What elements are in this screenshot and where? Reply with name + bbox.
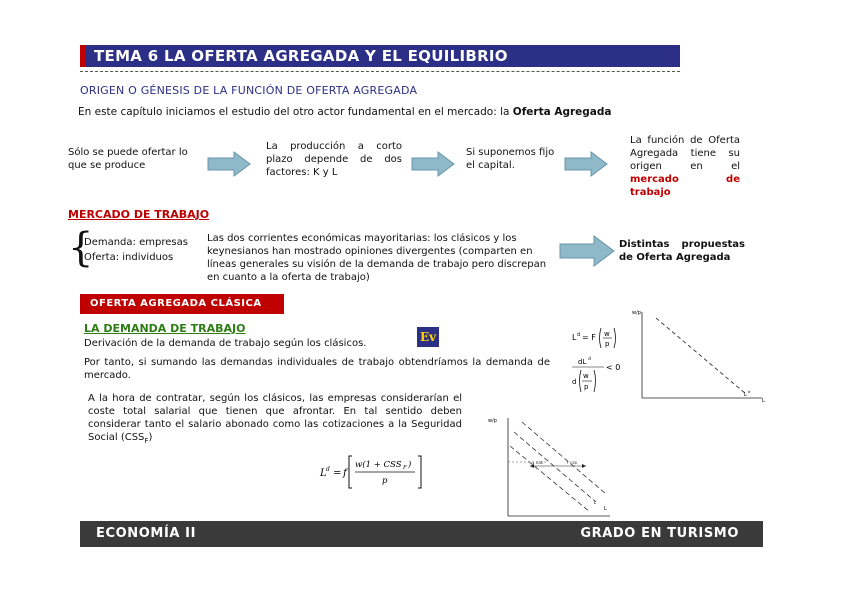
svg-text:d: d [572, 378, 577, 386]
flow-step-3: Si suponemos fijo el capital. [466, 147, 555, 171]
flow-step-4-highlight: mercado de trabajo [630, 174, 740, 198]
svg-text:w: w [583, 372, 589, 380]
intro-text [78, 106, 611, 118]
svg-text:d: d [748, 390, 751, 394]
svg-text:F: F [403, 465, 407, 471]
svg-text:w/p: w/p [488, 418, 497, 424]
svg-text:dL: dL [578, 358, 587, 366]
svg-text:L: L [320, 468, 327, 479]
classic-p3-text: A la hora de contratar, según los clásicos, las empresas considerarían el coste total salarial que tienen que afrontar. En tal sentido deben considerar tanto el salario abonado como las cotizaciones a la Seguridad Social (CSS [88, 393, 462, 443]
labour-market-body: Las dos corrientes económicas mayoritarias: los clásicos y los keynesianos han mostrado opiniones divergentes (comparten en líneas generales su visión de la demanda de trabajo pero discrepan en cuanto a la oferta de trabajo) [207, 233, 547, 283]
classic-p3-end: ) [148, 432, 153, 443]
labour-demand-shift-graph [486, 412, 614, 520]
labour-supply: Oferta: individuos [84, 252, 174, 263]
formula-labour-demand [568, 322, 628, 402]
section-box-classic: OFERTA AGREGADA CLÁSICA [80, 294, 284, 314]
svg-text:= F: = F [582, 333, 596, 342]
labour-demand-graph [628, 304, 768, 406]
arrow-right-icon [563, 150, 609, 178]
svg-text:L: L [604, 506, 607, 512]
ev-icon[interactable]: Ev [417, 327, 439, 347]
footer-degree: GRADO EN TURISMO [580, 526, 739, 541]
brace-icon: { [68, 225, 94, 271]
svg-text:d: d [588, 357, 591, 362]
flow-step-4 [630, 134, 740, 199]
arrow-right-icon [558, 234, 616, 268]
arrow-right-icon [206, 150, 252, 178]
labour-demand: Demanda: empresas [84, 237, 188, 248]
classic-p3 [88, 392, 462, 448]
intro-body: En este capítulo iniciamos el estudio del otro actor fundamental en el mercado: la [78, 106, 513, 118]
svg-text:w: w [604, 330, 610, 338]
svg-text:< 0: < 0 [606, 363, 621, 372]
demand-heading: LA DEMANDA DE TRABAJO [84, 322, 246, 335]
svg-text:p: p [605, 340, 610, 348]
svg-text:=: = [333, 468, 342, 479]
classic-p1: Derivación de la demanda de trabajo según los clásicos. [84, 338, 367, 349]
dashed-divider [80, 71, 680, 72]
svg-text:L: L [594, 500, 597, 505]
footer-course: ECONOMÍA II [96, 526, 197, 541]
svg-text:p: p [584, 383, 589, 391]
flow-step-2: La producción a corto plazo depende de dos factores: K y L [266, 141, 402, 178]
svg-text:d: d [577, 332, 581, 338]
svg-text:L: L [744, 392, 747, 398]
flow-step-1: Sólo se puede ofertar lo que se produce [68, 147, 188, 171]
svg-text:f: f [343, 468, 347, 479]
page-title: TEMA 6 LA OFERTA AGREGADA Y EL EQUILIBRIO MACROECONÓMICO [80, 45, 680, 67]
svg-text:d: d [326, 466, 330, 473]
svg-text:↑ CSS: ↑ CSS [566, 461, 577, 465]
section-subtitle: ORIGEN O GÉNESIS DE LA FUNCIÓN DE OFERTA AGREGADA [80, 84, 418, 97]
classic-p2: Por tanto, si sumando las demandas individuales de trabajo obtendríamos la demanda de mercado. [84, 357, 550, 381]
intro-bold: Oferta Agregada [512, 106, 612, 118]
footer-bar [80, 521, 763, 547]
labour-market-heading: MERCADO DE TRABAJO [68, 208, 210, 221]
svg-text:L: L [762, 398, 765, 404]
arrow-right-icon [410, 150, 456, 178]
svg-text:↓ CSS: ↓ CSS [532, 461, 543, 465]
formula-labour-demand-css [318, 452, 430, 492]
svg-text:w/p: w/p [632, 310, 641, 316]
classic-p3-sub: F [144, 437, 149, 445]
svg-text:): ) [408, 460, 412, 470]
title-accent [80, 45, 85, 67]
flow-step-4-text: La función de Oferta Agregada tiene su origen en el [630, 135, 740, 172]
svg-text:p: p [382, 476, 388, 486]
labour-market-result: Distintas propuestas de Oferta Agregada [619, 239, 745, 263]
svg-text:w(1 + CSS: w(1 + CSS [355, 460, 402, 470]
svg-text:L: L [572, 333, 577, 342]
